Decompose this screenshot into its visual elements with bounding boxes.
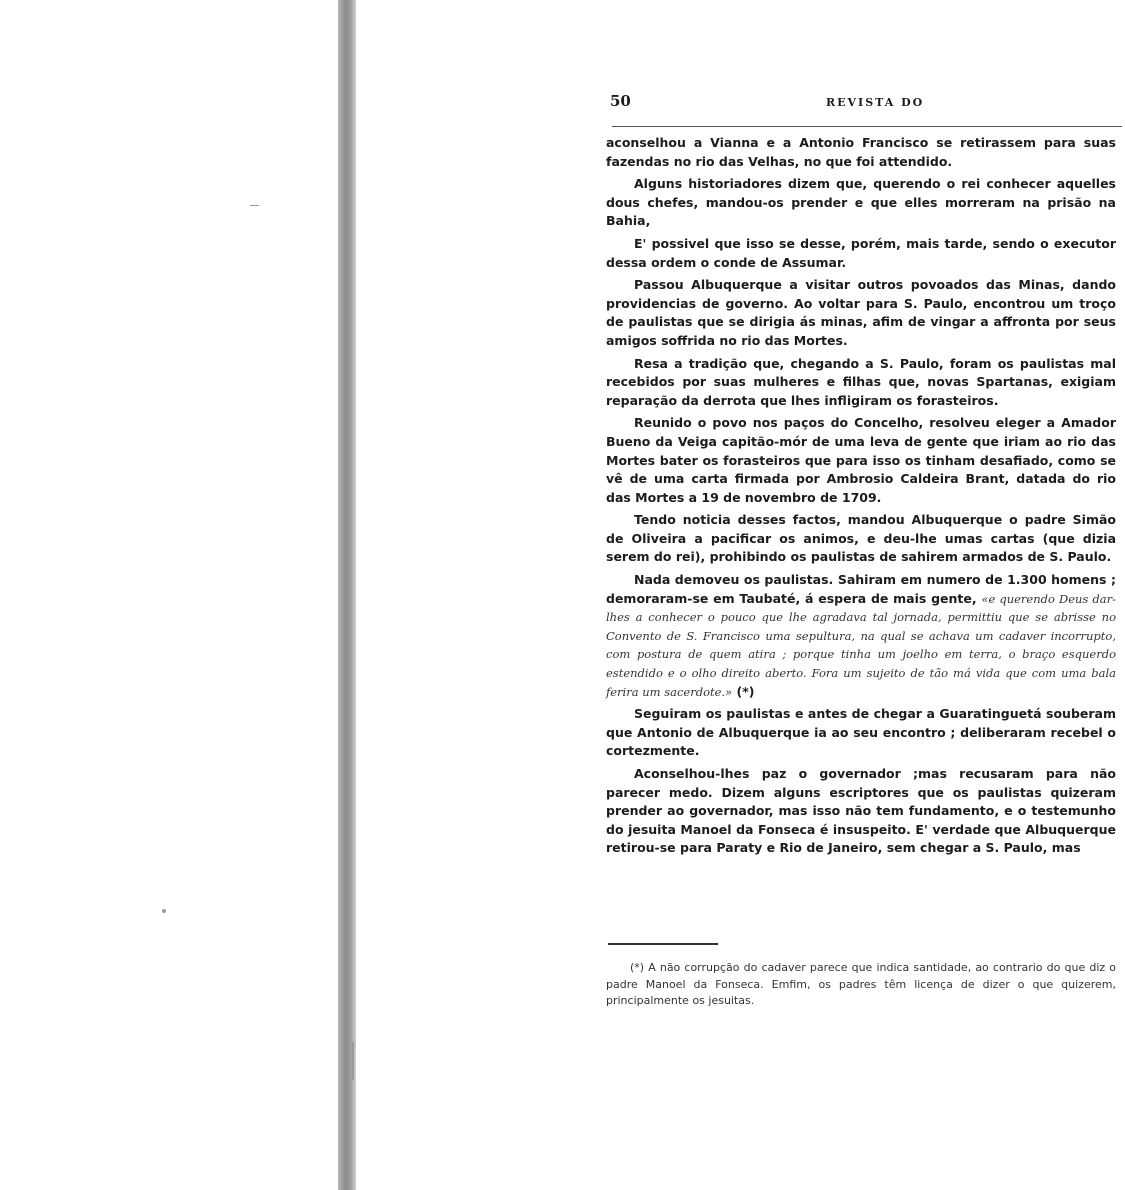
page-number: 50 [610, 92, 631, 110]
header-rule [612, 126, 1122, 127]
quote-paragraph [606, 571, 1116, 701]
scan-speck [162, 909, 166, 913]
body-text [606, 134, 1116, 862]
quote-lead: Nada demoveu os paulistas. Sahiram em numero de 1.300 homens ; demoraram-se em Taubaté, á espera de mais gente, [606, 572, 1116, 606]
scan-speck [352, 1042, 354, 1080]
quoted-passage: «e querendo Deus dar-lhes a conhecer o pouco que lhe agradava tal jornada, permittiu que se abrisse no Convento de S. Francisco uma sepultura, na qual se achava um cadaver incorrupto, com postura de quem atira ; porque tinha um joelho em terra, o braço esquerdo estendido e o olho direito aberto. Fora um sujeito de tão má vida que com uma bala ferira um sacerdote.» [606, 591, 1116, 699]
paragraph: Resa a tradição que, chegando a S. Paulo, foram os paulistas mal recebidos por suas mulheres e filhas que, novas Spartanas, exigiam reparação da derrota que lhes infligiram os forasteiros. [606, 355, 1116, 408]
footnote-rule [608, 943, 718, 945]
paragraph: Tendo noticia desses factos, mandou Albuquerque o padre Simão de Oliveira a pacificar os animos, e deu-lhe umas cartas (que dizia serem do rei), prohibindo os paulistas de sahirem armados de S. Paulo. [606, 512, 1116, 565]
paragraph: E' possivel que isso se desse, porém, mais tarde, sendo o executor dessa ordem o conde de Assumar. [606, 235, 1116, 270]
scan-speck [250, 205, 259, 206]
footnote-text: (*) A não corrupção do cadaver parece que indica santidade, ao contrario do que diz o padre Manoel da Fonseca. Emfim, os padres têm licença de dizer o que quizerem, principalmente os jesuitas. [606, 961, 1116, 1007]
running-head [606, 88, 1118, 110]
book-page [606, 88, 1118, 1138]
running-title: REVISTA DO [826, 96, 925, 109]
paragraph: Seguiram os paulistas e antes de chegar a Guaratinguetá souberam que Antonio de Albuquerque ia ao seu encontro ; deliberaram recebel o cortezmente. [606, 706, 1116, 759]
paragraph: Passou Albuquerque a visitar outros povoados das Minas, dando providencias de governo. Ao voltar para S. Paulo, encontrou um troço de paulistas que se dirigia ás minas, afim de vingar a affronta por seus amigos soffrida no rio das Mortes. [606, 277, 1116, 348]
book-spine-shadow [338, 0, 356, 1190]
paragraph: Alguns historiadores dizem que, querendo o rei conhecer aquelles dous chefes, mandou-os prender e que elles morreram na prisão na Bahia, [606, 176, 1116, 229]
paragraph: aconselhou a Vianna e a Antonio Francisco se retirassem para suas fazendas no rio das Velhas, no que foi attendido. [606, 135, 1116, 169]
paragraph: Aconselhou-lhes paz o governador ;mas recusaram para não parecer medo. Dizem alguns escriptores que os paulistas quizeram prender ao governador, mas isso não tem fundamento, e o testemunho do jesuita Manoel da Fonseca é insuspeito. E' verdade que Albuquerque retirou-se para Paraty e Rio de Janeiro, sem chegar a S. Paulo, mas [606, 766, 1116, 856]
paragraph: Reunido o povo nos paços do Concelho, resolveu eleger a Amador Bueno da Veiga capitão-mór de uma leva de gente que iriam ao rio das Mortes bater os forasteiros que para isso os tinham desafiado, como se vê de uma carta firmada por Ambrosio Caldeira Brant, datada do rio das Mortes a 19 de novembro de 1709. [606, 415, 1116, 505]
footnote-mark: (*) [736, 683, 755, 699]
footnote [606, 960, 1116, 1010]
